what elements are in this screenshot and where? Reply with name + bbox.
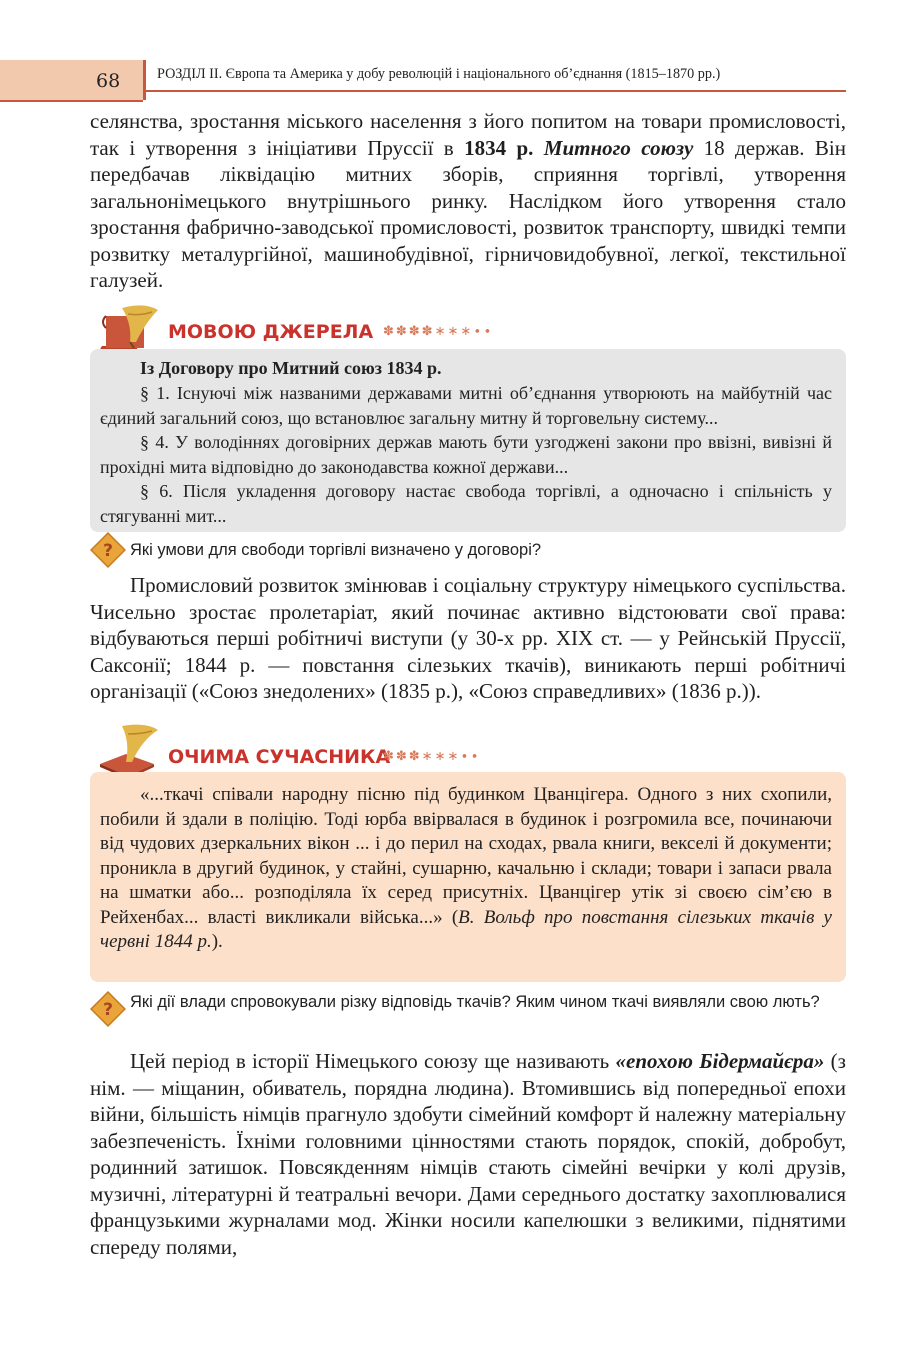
svg-text:?: ? [103,541,113,561]
question-diamond-icon [90,532,126,568]
header-divider [143,60,146,100]
middle-paragraph: Промисловий розвиток змінював і соціальну структуру німецького суспільства. Чисельно зростає пролетаріат, який починає активно відстоювати свої права: відбуваються перші робітничі виступи (у 30-х рр. XIX ст. — у Рейнській Пруссії, Саксонії; 1844 р. — повстання сілезьких ткачів), виникають перші робітничі організації («Союз знедолених» (1835 р.), «Союз справедливих» (1836 р.)). [90,573,846,703]
quote-attribution: В. Вольф про повстання сілезьких ткачів у червні 1844 р. [100,906,832,952]
source-heading [140,356,830,381]
header-rule [146,90,846,92]
intro-paragraph [90,108,846,294]
intro-text: селянства, зростання міського населення з його попитом на товари промисловості, так і утворення з ініціативи Пруссії в [90,109,846,160]
quote-body: «...ткачі співали народну пісню під будинком Цванцігера. Одного з них схопили, побили й здали в поліцію. Тоді юрба ввірвалася в будинок і розгромила все, починаючи від чудових дзеркальних вікон ... і до перил на сходах, рвала книги, векселі й документи; проникла в другий будинок, у стайні, сушарню, качальню і склади; товари і запаси рвала на шматки або... розподіляла їх серед присутніх. Цванцігер утік зі своєю сім’єю в Рейхенбах... власті викликали війська...» ( [100,784,832,928]
source-text [100,381,832,528]
source-question: Які умови для свободи торгівлі визначено у договорі? [130,541,542,559]
source-heading-text: Із Договору про Митний союз 1834 р. [140,358,442,378]
customs-union-term: Митного союзу [543,135,694,160]
final-paragraph [90,1048,846,1260]
biedermeier-term: «епохою Бідермайєра» [615,1049,825,1073]
intro-text-continued: 18 держав. Він передбачав ліквідацію митних зборів, сприяння торгівлі, утворення загальнонімецького внутрішнього ринку. Наслідком його утворення стало зростання фабрично-заводської промисловості, розвиток транспорту, швидкі темпи розвитку металургійної, машинобудівної, гірничовидобувної, легкої, текстильної галузей. [90,135,846,292]
source-paragraph: § 6. Після укладення договору настає свобода торгівлі, а одночасно і спільність у стягуванні мит... [100,481,832,526]
page-number-tab [0,60,143,102]
intro-year: 1834 р. [464,135,534,160]
quote-text [100,783,832,955]
svg-text:?: ? [103,1000,113,1020]
source-paragraph: § 1. Існуючі між названими державами митні об’єднання утворюють на майбутній час єдиний загальний союз, що встановлює загальну митну й торговельну систему... [100,383,832,428]
eyewitness-question: Які дії влади спровокували різку відповідь ткачів? Яким чином ткачі виявляли свою лють? [130,993,820,1011]
source-section-title: МОВОЮ ДЖЕРЕЛА [168,321,374,343]
question-diamond-icon [90,991,126,1027]
source-paragraph: § 4. У володіннях договірних держав мають бути узгоджені закони про ввізні, вивізні й прохідні мита відповідно до законодавства кожної держави... [100,432,832,477]
page-number: 68 [96,70,121,92]
quote-closing: ). [211,931,223,952]
running-header: РОЗДІЛ ІІ. Європа та Америка у добу революцій і національного об’єднання (1815–1870 рр.) [157,66,721,82]
eyewitness-section-title: ОЧИМА СУЧАСНИКА [168,746,391,768]
decorative-dots: ✽✽✽✽∗∗∗∙∙ [383,324,494,339]
decorative-dots: ✽✽✽∗∗∗∙∙ [383,749,481,764]
final-text: Цей період в історії Німецького союзу ще називають [130,1049,616,1073]
final-text-continued: (з нім. — міщанин, обиватель, порядна людина). Втомившись від попередньої епохи війни, більшість німців прагнуло здобути сімейний комфорт й належну матеріальну забезпеченість. Їхніми головними цінностями стають порядок, спокій, добробут, родинний затишок. Повсякденням німців стають сімейні вечірки у колі друзів, музичні, літературні й театральні вечори. Дами середнього достатку захоплювалися французькими журналами мод. Жінки носили капелюшки з великими, піднятими спереду полями, [90,1049,846,1259]
